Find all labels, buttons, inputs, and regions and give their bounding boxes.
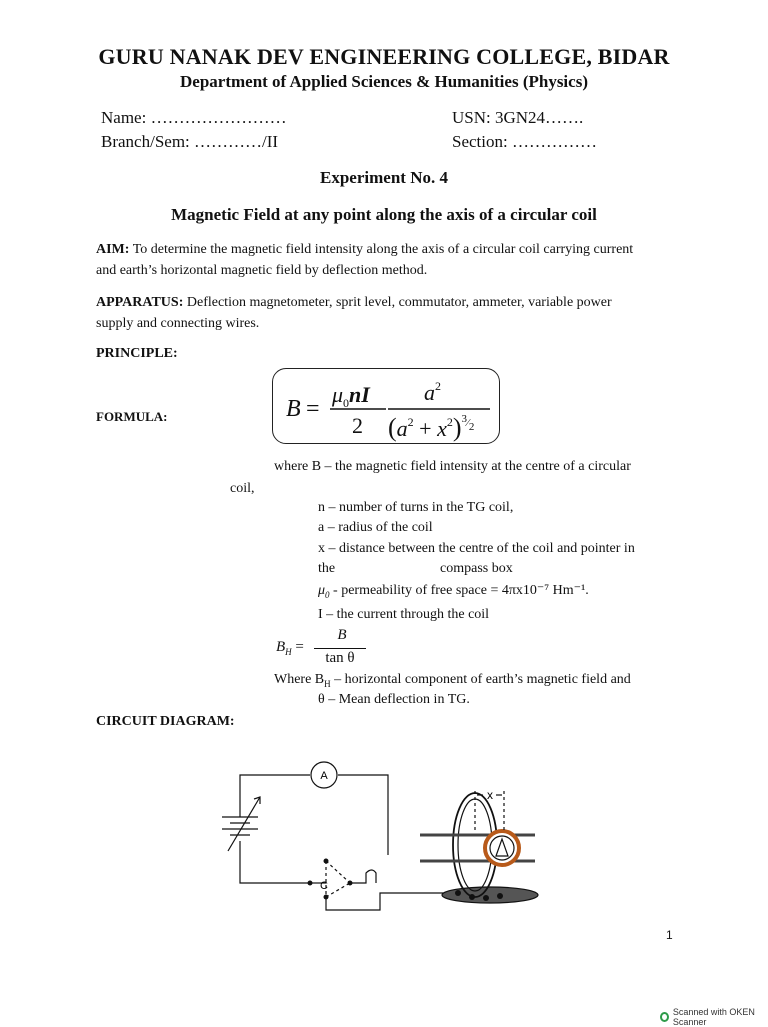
mu0-symbol: $\mu_0$ (318, 583, 330, 600)
def-mu0-text: - permeability of free space = 4πx10⁻⁷ Hm⁻¹. (333, 583, 589, 598)
bh-numerator: B (337, 627, 347, 643)
formula-denominator-term: ($a^2$ + $x^2)^3⁄2$ (388, 413, 475, 442)
branch-sem-field: Branch/Sem: …………/II (101, 132, 279, 151)
apparatus-text-line1: Deflection magnetometer, sprit level, commutator, ammeter, variable power (186, 295, 612, 310)
bh-fraction-bar (314, 648, 366, 649)
wire-top-left (240, 775, 310, 817)
def-n: n – number of turns in the TG coil, (318, 500, 514, 515)
def-i: I – the current through the coil (318, 607, 490, 622)
def-x-line2a: the (318, 561, 336, 576)
bh-denominator: tan θ (325, 650, 355, 666)
department-title: Department of Applied Sciences & Humanities (Physics) (180, 72, 588, 91)
distance-label: x (487, 788, 493, 802)
scanner-logo-icon (660, 1012, 669, 1022)
def-theta: θ – Mean deflection in TG. (318, 692, 470, 707)
def-mu0 (318, 581, 589, 605)
def-a: a – radius of the coil (318, 520, 433, 535)
wire-bottom-left (240, 841, 310, 883)
bh-formula: $B_H$ = B tan θ (274, 627, 384, 671)
usn-field: USN: 3GN24……. (452, 108, 584, 127)
def-b-line1: where B – the magnetic field intensity at the centre of a circular (274, 459, 631, 474)
name-field: Name: …………………… (101, 108, 287, 127)
college-title: GURU NANAK DEV ENGINEERING COLLEGE, BIDAR (98, 44, 670, 69)
principle-heading: PRINCIPLE: (96, 346, 178, 361)
rheostat-arrow (228, 797, 260, 851)
scanner-watermark (660, 1007, 768, 1027)
formula-heading: FORMULA: (96, 409, 168, 424)
apparatus-label: APPARATUS: (96, 295, 184, 310)
def-where-bh: Where $B_H$ – horizontal component of earth’s magnetic field and (274, 672, 631, 689)
formula-lhs: B (286, 396, 301, 422)
aim-text-line2: and earth’s horizontal magnetic field by deflection method. (96, 263, 428, 278)
bh-lhs-sub: H (285, 647, 292, 657)
apparatus-section (96, 292, 676, 334)
commutator-label: C (320, 880, 328, 892)
wire-to-coil (326, 893, 458, 910)
aim-label: AIM: (96, 242, 130, 257)
bh-lhs: B (276, 639, 286, 655)
formula-mu0nI: $\mu_0nI$ (332, 382, 370, 410)
terminal-1 (455, 890, 461, 896)
formula-a-squared: $a^2$ (424, 379, 441, 405)
circuit-diagram (200, 755, 550, 915)
def-b-line2: coil, (230, 481, 255, 496)
terminal-3 (483, 895, 489, 901)
main-formula (272, 368, 500, 444)
circuit-diagram-heading: CIRCUIT DIAGRAM: (96, 714, 235, 729)
aim-section (96, 239, 676, 281)
apparatus-text-line2: supply and connecting wires. (96, 316, 260, 331)
page-number: 1 (666, 928, 673, 942)
experiment-number: Experiment No. 4 (320, 168, 448, 187)
formula-denominator-2: 2 (352, 413, 363, 438)
ammeter-label: A (320, 770, 328, 782)
experiment-title: Magnetic Field at any point along the axis of a circular coil (171, 205, 597, 224)
def-x-line1: x – distance between the centre of the coil and pointer in (318, 541, 635, 556)
section-field: Section: …………… (452, 132, 597, 151)
terminal-2 (469, 894, 475, 900)
def-x-line2b: compass box (440, 561, 513, 576)
formula-equals: = (306, 396, 320, 422)
wire-commutator-loop (350, 870, 376, 883)
terminal-4 (497, 893, 503, 899)
aim-text-line1: To determine the magnetic field intensity along the axis of a circular coil carrying current (132, 242, 634, 257)
wire-top-right (338, 775, 388, 855)
scanner-text: Scanned with OKEN Scanner (672, 1007, 755, 1027)
